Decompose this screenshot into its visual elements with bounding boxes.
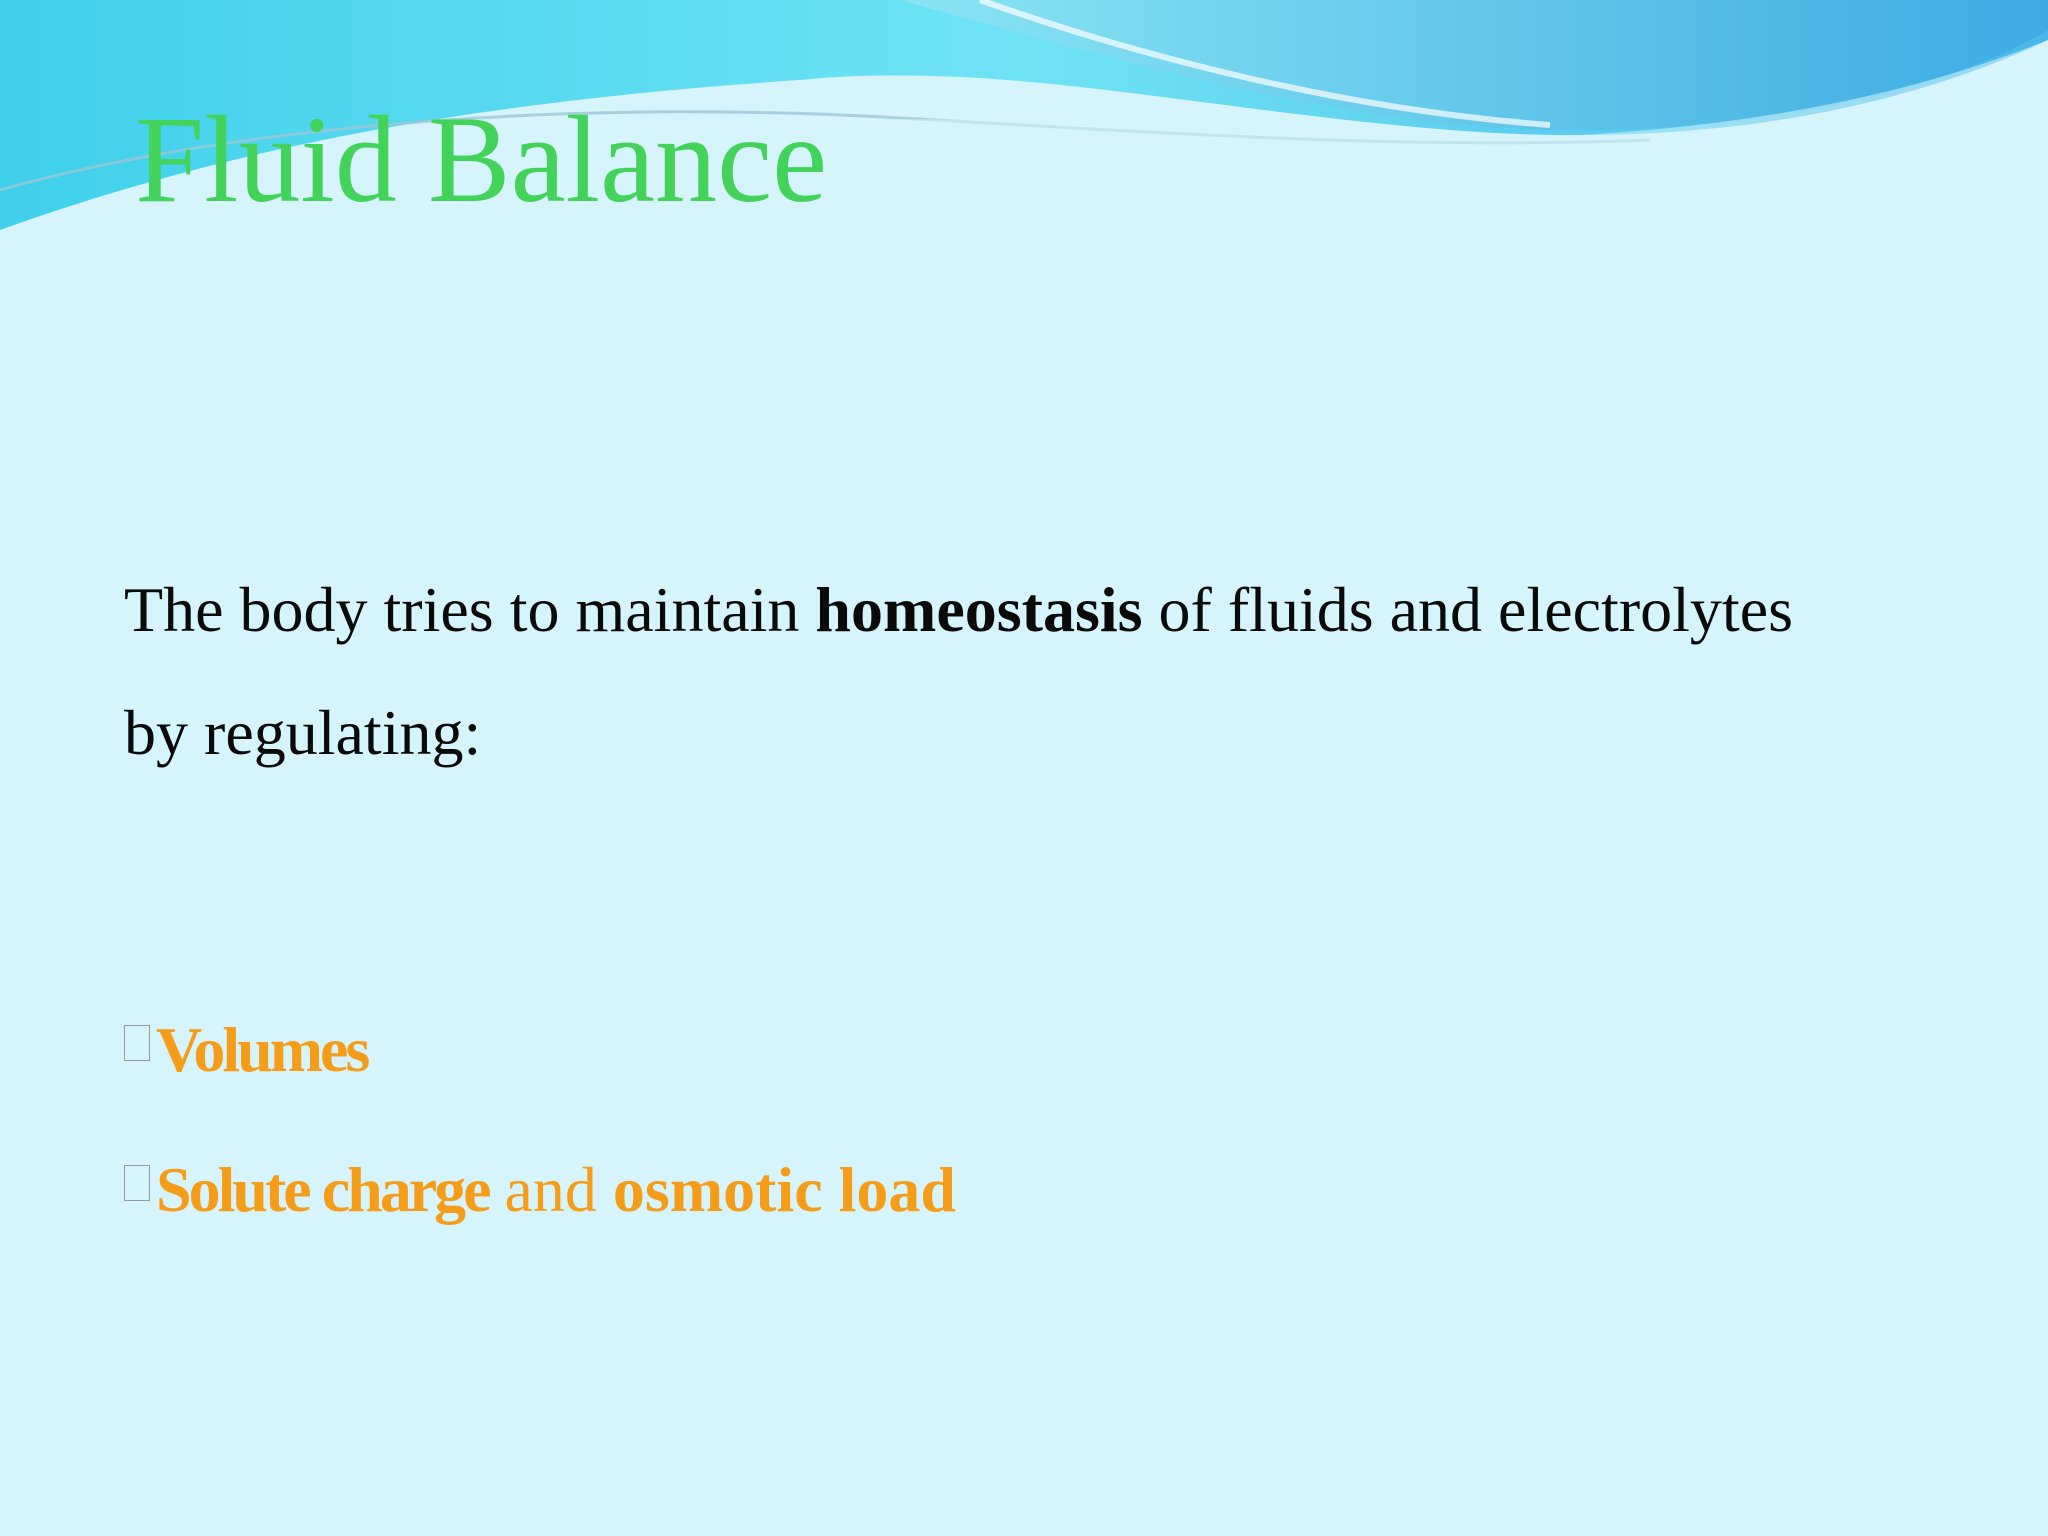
intro-text-after: of fluids and electrolytes by regulating: — [124, 574, 1793, 768]
slide-title: Fluid Balance — [135, 91, 828, 228]
bullet-item-volumes — [124, 980, 956, 1120]
bullet-text: Volumes — [156, 1014, 368, 1085]
bullet-text-part: and — [488, 1154, 613, 1225]
bullet-box-icon — [124, 1165, 150, 1201]
bullet-text-part: osmotic load — [612, 1154, 956, 1225]
intro-emphasis: homeostasis — [815, 574, 1143, 645]
intro-text-before: The body tries to maintain — [124, 574, 816, 645]
intro-paragraph — [124, 548, 1824, 794]
bullet-item-solute-charge — [124, 1120, 956, 1260]
bullet-text-part: Solute charge — [156, 1154, 489, 1225]
bullet-list — [124, 980, 956, 1260]
bullet-box-icon — [124, 1025, 150, 1061]
